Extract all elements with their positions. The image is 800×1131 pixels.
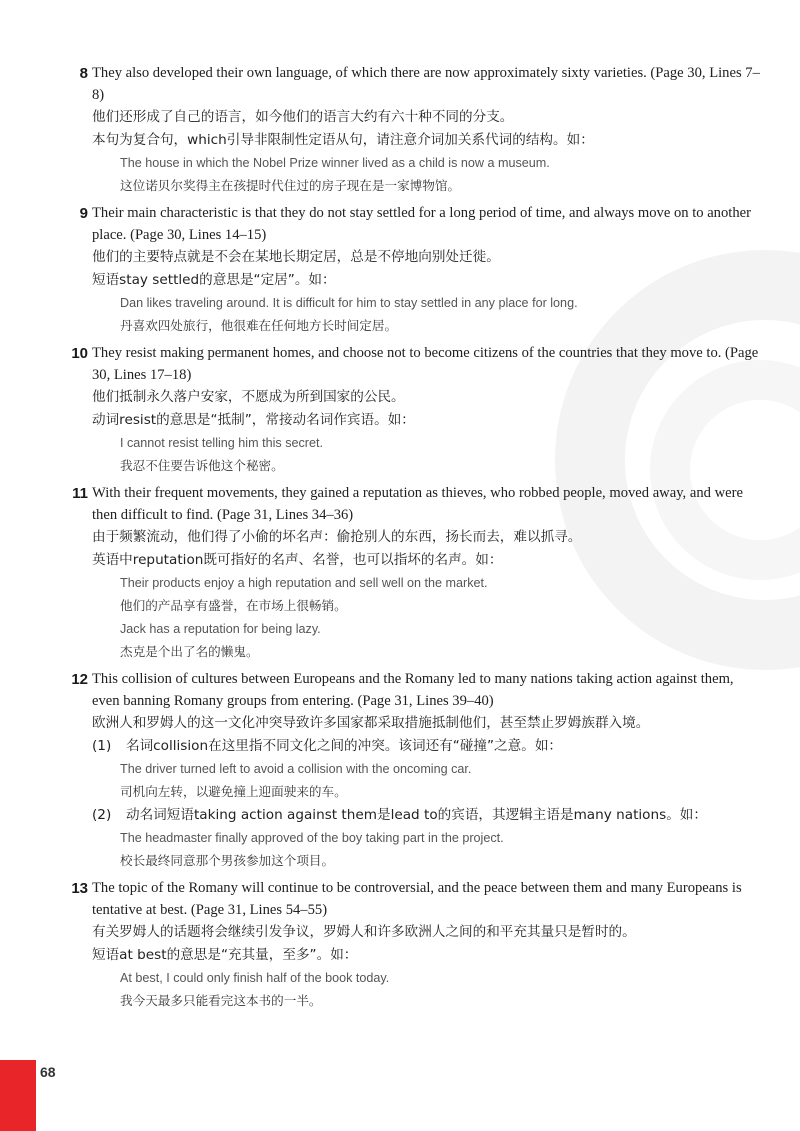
note-item-13: [0, 877, 800, 1013]
example-chinese: 这位诺贝尔奖得主在孩提时代住过的房子现在是一家博物馆。: [120, 178, 461, 193]
example-chinese: 我今天最多只能看完这本书的一半。: [120, 993, 322, 1008]
notes-content: [0, 62, 800, 1017]
grammar-note: 短语stay settled的意思是“定居”。如：: [92, 272, 336, 288]
source-sentence: This collision of cultures between Europeans and the Romany led to many nations taking action against them, even banning Romany groups from entering. (Page 31, Lines 39–40): [92, 671, 734, 709]
source-sentence: With their frequent movements, they gained a reputation as thieves, who robbed people, moved away, and were then difficult to find. (Page 31, Lines 34–36): [92, 485, 743, 523]
grammar-note: 动词resist的意思是“抵制”，常接动名词作宾语。如：: [92, 412, 415, 428]
source-sentence: Their main characteristic is that they do not stay settled for a long period of time, and always move on to another place. (Page 30, Lines 14–15): [92, 205, 751, 243]
example-chinese: 我忍不住要告诉他这个秘密。: [120, 458, 284, 473]
source-sentence: The topic of the Romany will continue to be controversial, and the peace between them and many Europeans is tentative at best. (Page 31, Lines 54–55): [92, 880, 742, 918]
note-item-9: [0, 202, 800, 338]
example-english: I cannot resist telling him this secret.: [120, 436, 323, 450]
sentence-translation: 欧洲人和罗姆人的这一文化冲突导致许多国家都采取措施抵制他们，甚至禁止罗姆族群入境。: [92, 715, 650, 731]
example-chinese: 司机向左转，以避免撞上迎面驶来的车。: [120, 784, 347, 799]
example-chinese: 他们的产品享有盛誉，在市场上很畅销。: [120, 598, 347, 613]
item-number: 9: [79, 205, 88, 222]
note-item-12: [0, 668, 800, 873]
grammar-note: [92, 735, 760, 758]
example-english: The headmaster finally approved of the boy taking part in the project.: [120, 831, 504, 845]
sub-note-2: [92, 804, 760, 873]
sub-note-1: [92, 735, 760, 804]
example-chinese: 丹喜欢四处旅行，他很难在任何地方长时间定居。: [120, 318, 398, 333]
sub-note-text: 动名词短语taking action against them是lead to的宾语，其逻辑主语是many nations。如：: [126, 807, 707, 823]
source-sentence: They resist making permanent homes, and choose not to become citizens of the countries that they move to. (Page 30, Lines 17–18): [92, 345, 759, 383]
page-number: 68: [40, 1064, 56, 1080]
grammar-note: 英语中reputation既可指好的名声、名誉，也可以指坏的名声。如：: [92, 552, 503, 568]
note-item-11: [0, 482, 800, 664]
sentence-translation: 他们还形成了自己的语言，如今他们的语言大约有六十种不同的分支。: [92, 109, 514, 125]
example-english: At best, I could only finish half of the book today.: [120, 971, 390, 985]
grammar-note: 短语at best的意思是“充其量，至多”。如：: [92, 947, 358, 963]
note-item-8: [0, 62, 800, 198]
example-english: Dan likes traveling around. It is difficult for him to stay settled in any place for long.: [120, 296, 578, 310]
source-sentence: They also developed their own language, of which there are now approximately sixty varieties. (Page 30, Lines 7–8): [92, 65, 760, 103]
sub-note-label: (1): [92, 738, 112, 754]
sentence-translation: 有关罗姆人的话题将会继续引发争议，罗姆人和许多欧洲人之间的和平充其量只是暂时的。: [92, 924, 636, 940]
grammar-note: 本句为复合句，which引导非限制性定语从句，请注意介词加关系代词的结构。如：: [92, 132, 594, 148]
item-number: 10: [71, 345, 88, 362]
example-chinese: 校长最终同意那个男孩参加这个项目。: [120, 853, 335, 868]
page-corner-tab: [0, 1060, 36, 1131]
sentence-translation: 由于频繁流动，他们得了小偷的坏名声：偷抢别人的东西，扬长而去，难以抓寻。: [92, 529, 582, 545]
example-english: Jack has a reputation for being lazy.: [120, 622, 321, 636]
item-number: 12: [71, 671, 88, 688]
item-number: 13: [71, 880, 88, 897]
grammar-note: [92, 804, 760, 827]
sub-note-text: 名词collision在这里指不同文化之间的冲突。该词还有“碰撞”之意。如：: [126, 738, 563, 754]
sub-note-label: (2): [92, 807, 112, 823]
sentence-translation: 他们的主要特点就是不会在某地长期定居，总是不停地向别处迁徙。: [92, 249, 500, 265]
example-english: The driver turned left to avoid a collision with the oncoming car.: [120, 762, 472, 776]
example-english: Their products enjoy a high reputation and sell well on the market.: [120, 576, 488, 590]
item-number: 8: [79, 65, 88, 82]
example-english: The house in which the Nobel Prize winner lived as a child is now a museum.: [120, 156, 550, 170]
note-item-10: [0, 342, 800, 478]
item-number: 11: [72, 485, 88, 502]
example-chinese: 杰克是个出了名的懒鬼。: [120, 644, 259, 659]
sentence-translation: 他们抵制永久落户安家，不愿成为所到国家的公民。: [92, 389, 405, 405]
